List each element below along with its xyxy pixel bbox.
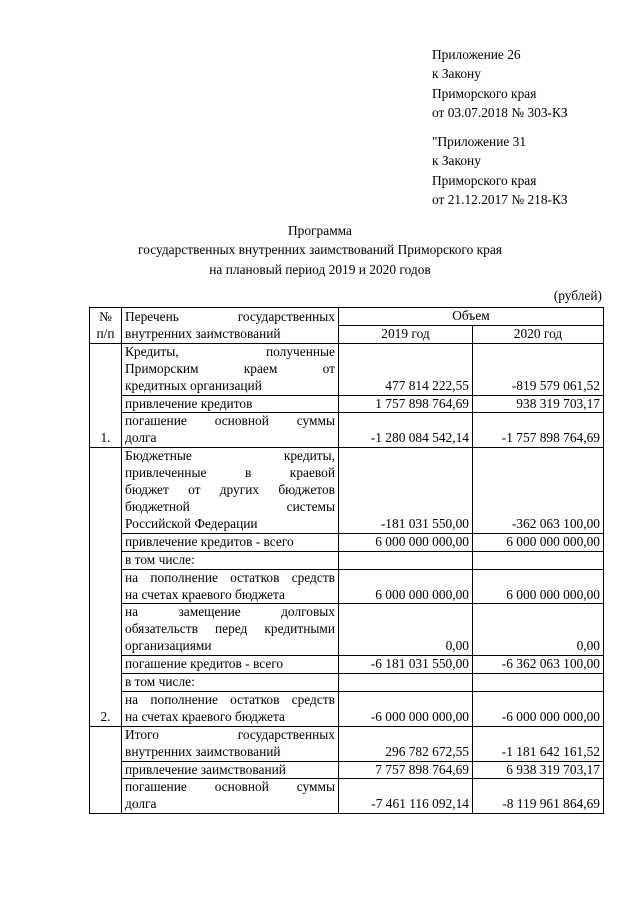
value-2020: 938 319 703,17	[473, 395, 604, 413]
row-label	[122, 533, 339, 551]
value-2019: -6 181 031 550,00	[339, 656, 473, 674]
table-row	[90, 551, 604, 569]
header-year-2019: 2019 год	[339, 325, 473, 343]
table-row	[90, 761, 604, 779]
value-2020	[473, 674, 604, 692]
value-2019: 296 782 672,55	[339, 726, 473, 761]
row-label-line: на счетах краевого бюджета	[125, 708, 285, 724]
row-number: 2.	[90, 448, 122, 727]
value-2020: -6 362 063 100,00	[473, 656, 604, 674]
title-line-3: на плановый период 2019 и 2020 годов	[209, 261, 431, 277]
title-line-1: Программа	[288, 223, 352, 238]
value-2020: -362 063 100,00	[473, 448, 604, 534]
row-label	[122, 569, 339, 604]
value-2020: 0,00	[473, 604, 604, 656]
row-label-line: в том числе:	[125, 551, 195, 567]
row-label-line: погашение кредитов - всего	[125, 656, 284, 672]
table-row	[90, 448, 604, 534]
row-label-line: бюджет от других бюджетов	[125, 482, 335, 498]
row-label-line: на замещение долговых	[125, 604, 335, 620]
table-row	[90, 604, 604, 656]
row-label-line: бюджетной системы	[125, 498, 335, 514]
row-label	[122, 343, 339, 395]
approval-stamp-original	[432, 132, 632, 210]
table-body	[90, 343, 604, 813]
row-label	[122, 551, 339, 569]
row-label-line: Бюджетные кредиты,	[125, 448, 335, 464]
table-row	[90, 779, 604, 814]
row-label-line: на счетах краевого бюджета	[125, 586, 285, 602]
value-2020: -6 000 000 000,00	[473, 691, 604, 726]
row-number: 1.	[90, 343, 122, 447]
table-row	[90, 674, 604, 692]
value-2019: -181 031 550,00	[339, 448, 473, 534]
row-label-line: Кредиты, полученные	[125, 343, 335, 359]
borrowing-program-table	[89, 307, 604, 814]
row-label	[122, 395, 339, 413]
approval-stamp-current	[432, 45, 632, 123]
value-2019: -7 461 116 092,14	[339, 779, 473, 814]
document-title	[0, 221, 640, 279]
value-2020	[473, 551, 604, 569]
approval-line: Приморского края	[432, 85, 537, 101]
table-row	[90, 343, 604, 395]
row-number	[90, 726, 122, 814]
value-2019: 6 000 000 000,00	[339, 533, 473, 551]
value-2020: 6 938 319 703,17	[473, 761, 604, 779]
value-2020: -8 119 961 864,69	[473, 779, 604, 814]
units-label: (рублей)	[553, 288, 602, 303]
row-label-line: погашение основной суммы	[125, 779, 335, 795]
value-2019: 477 814 222,55	[339, 343, 473, 395]
value-2019	[339, 551, 473, 569]
row-label	[122, 779, 339, 814]
value-2020: -819 579 061,52	[473, 343, 604, 395]
header-number	[90, 308, 122, 344]
table-row	[90, 413, 604, 448]
row-label-line: организациями	[125, 638, 212, 654]
approval-line: от 03.07.2018 № 303-КЗ	[432, 105, 568, 121]
row-label-line: долга	[125, 430, 157, 446]
value-2019: 7 757 898 764,69	[339, 761, 473, 779]
value-2019: -1 280 084 542,14	[339, 413, 473, 448]
approval-line: Приморского края	[432, 172, 537, 188]
row-label-line: Российской Федерации	[125, 515, 258, 531]
value-2019	[339, 674, 473, 692]
approval-line: к Закону	[432, 153, 481, 169]
table-row	[90, 569, 604, 604]
row-label	[122, 674, 339, 692]
header-list	[122, 308, 339, 344]
row-label	[122, 413, 339, 448]
row-label-line: привлечение заимствований	[125, 761, 286, 777]
value-2020: -1 757 898 764,69	[473, 413, 604, 448]
row-label-line: погашение основной суммы	[125, 413, 335, 429]
row-label-line: обязательств перед кредитными	[125, 621, 335, 637]
row-label-line: Приморским краем от	[125, 360, 335, 376]
approval-line: "Приложение 31	[432, 134, 527, 149]
row-label	[122, 448, 339, 534]
row-label-line: долга	[125, 796, 157, 812]
table-row	[90, 395, 604, 413]
header-number-line: п/п	[96, 325, 115, 341]
table-row	[90, 726, 604, 761]
value-2020: 6 000 000 000,00	[473, 533, 604, 551]
header-list-line: Перечень государственных	[125, 309, 335, 324]
table-header-row	[90, 308, 604, 326]
row-label	[122, 656, 339, 674]
row-label-line: внутренних заимствований	[125, 743, 281, 759]
value-2020: -1 181 642 161,52	[473, 726, 604, 761]
row-label	[122, 604, 339, 656]
row-label	[122, 726, 339, 761]
title-line-2: государственных внутренних заимствований Приморского края	[138, 242, 502, 258]
header-year-2020: 2020 год	[473, 325, 604, 343]
row-label-line: кредитных организаций	[125, 377, 262, 393]
value-2019: 1 757 898 764,69	[339, 395, 473, 413]
row-label-line: привлечение кредитов - всего	[125, 533, 294, 549]
header-list-line: внутренних заимствований	[125, 325, 281, 341]
row-label-line: в том числе:	[125, 674, 195, 690]
row-label-line: на пополнение остатков средств	[125, 569, 335, 585]
value-2019: 0,00	[339, 604, 473, 656]
approval-line: от 21.12.2017 № 218-КЗ	[432, 192, 568, 208]
approval-line: Приложение 26	[432, 47, 521, 62]
table-row	[90, 533, 604, 551]
row-label-line: привлечение кредитов	[125, 395, 253, 411]
table-row	[90, 656, 604, 674]
row-label	[122, 691, 339, 726]
header-number-line: №	[99, 309, 112, 324]
table-row	[90, 691, 604, 726]
row-label-line: привлеченные в краевой	[125, 465, 335, 481]
row-label-line: на пополнение остатков средств	[125, 691, 335, 707]
value-2019: -6 000 000 000,00	[339, 691, 473, 726]
row-label	[122, 761, 339, 779]
row-label-line: Итого государственных	[125, 726, 335, 742]
approval-line: к Закону	[432, 66, 481, 82]
value-2020: 6 000 000 000,00	[473, 569, 604, 604]
header-volume: Объем	[339, 308, 604, 326]
value-2019: 6 000 000 000,00	[339, 569, 473, 604]
